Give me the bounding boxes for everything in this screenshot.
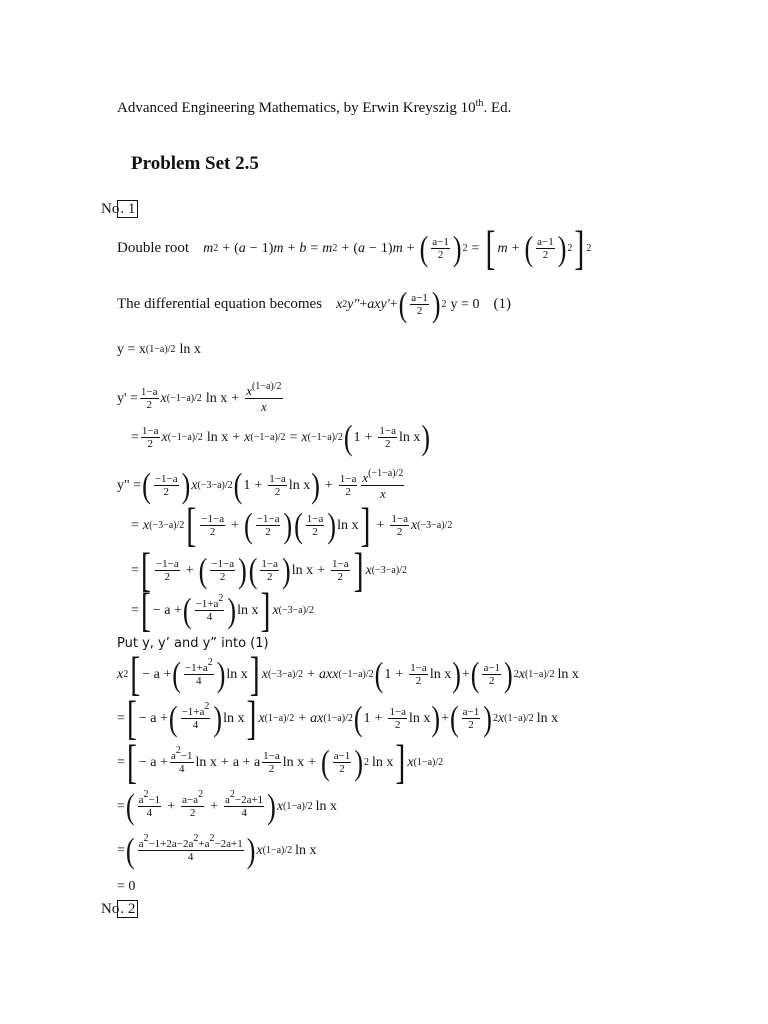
- fraction: $\frac{1-a}{2}$: [140, 386, 158, 411]
- eq-result-zero: = 0: [117, 879, 136, 894]
- fraction: $\frac{1-a}{2}$: [379, 425, 396, 450]
- fraction: $\frac{a^2-1}{4}$: [170, 745, 193, 775]
- problem-number-1: [101, 200, 138, 218]
- fraction: $\frac{-1+a^2}{4}$: [195, 593, 224, 623]
- eq-y-double-prime: y" = ( $\frac{-1-a}{2}$ ) x (−3−a)/2 ( 1 + $\frac{1-a}{2}$ ln x ) + $\frac{1-a}{2}$ $\frac{x^{(-1-a)/2}}{x}$: [117, 465, 404, 505]
- math-op: +: [324, 477, 333, 493]
- math-op: +: [364, 429, 373, 445]
- math-num: 1: [363, 710, 371, 726]
- math-op: +: [341, 240, 350, 256]
- put-into-text: Put y, y’ and y” into (1): [117, 636, 269, 651]
- math-text: ln x: [226, 666, 248, 682]
- math-text: ln x: [237, 602, 259, 618]
- math-text: ln x: [315, 798, 337, 814]
- differential-equation-line: The differential equation becomes x 2 y" + axy' + ( $\frac{a-1}{2}$ ) 2 y = 0 (1): [117, 284, 511, 324]
- math-var: m: [273, 240, 284, 256]
- math-op: =: [131, 562, 139, 578]
- math-op: +: [308, 754, 317, 770]
- math-op: −: [369, 240, 377, 256]
- fraction: $\frac{-1-a}{2}$: [256, 513, 280, 538]
- math-op: +: [287, 240, 296, 256]
- math-op: +: [374, 710, 383, 726]
- eq-substitution-4: = ( $\frac{a^2-1}{4}$ + $\frac{a-a^2}{2}$ + $\frac{a^2-2a+1}{4}$ ) x (1−a)/2 ln x: [117, 786, 337, 826]
- math-text: ln x: [179, 342, 201, 357]
- math-op: =: [131, 429, 139, 445]
- math-text: ln x: [282, 754, 305, 770]
- math-op: =: [117, 842, 125, 858]
- eq-substitution-2: = [ − a + ( $\frac{-1+a^2}{4}$ ) ln x ] x (1−a)/2 + ax (1−a)/2 ( 1 + $\frac{1-a}{2}$ ln x ) + ( $\frac{a-1}{2}$ ) 2 x (1−a)/2 ln x: [117, 691, 559, 745]
- math-op: +: [231, 390, 240, 406]
- math-text: ln x: [288, 477, 311, 493]
- eq-y: y = x (1−a)/2 ln x: [117, 342, 201, 357]
- math-num: 1: [353, 429, 361, 445]
- math-text: − a +: [138, 754, 168, 770]
- math-op: +: [231, 517, 239, 533]
- math-op: =: [117, 710, 125, 726]
- math-text: y' =: [117, 390, 138, 406]
- math-var: axy': [367, 296, 390, 312]
- header-superscript: th: [475, 98, 484, 109]
- math-op: +: [167, 798, 176, 814]
- fraction: $\frac{1-a}{2}$: [269, 473, 286, 498]
- math-var: a: [238, 240, 246, 256]
- math-op: =: [310, 240, 319, 256]
- math-op: =: [471, 240, 480, 256]
- math-op: =: [117, 754, 125, 770]
- math-text: ln x: [429, 666, 452, 682]
- math-op: +: [298, 710, 307, 726]
- math-var: x: [365, 562, 372, 578]
- fraction: $\frac{a-a^2}{2}$: [182, 789, 204, 819]
- fraction: $\frac{1-a}{2}$: [331, 558, 349, 583]
- eq-substitution-5: = ( $\frac{a^2-1+2a-2a^2+a^2-2a+1}{4}$ ) x (1−a)/2 ln x: [117, 830, 317, 870]
- math-var: x: [160, 390, 167, 406]
- math-text: ln x: [536, 710, 559, 726]
- math-text: y = x: [117, 342, 146, 357]
- fraction: $\frac{-1+a^2}{4}$: [184, 657, 213, 687]
- math-var: x: [276, 798, 284, 814]
- problem-number-prefix: No: [101, 201, 120, 217]
- eq-substitution-3: = [ − a + $\frac{a^2-1}{4}$ ln x + a + a $\frac{1-a}{2}$ ln x + ( $\frac{a-1}{2}$ ) 2 ln x ] x (1−a)/2: [117, 735, 444, 789]
- fraction: $\frac{x^{(1-a)/2}}{x}$: [246, 381, 282, 414]
- math-num: 1: [384, 666, 392, 682]
- math-op: =: [131, 517, 139, 533]
- math-op: =: [117, 798, 125, 814]
- fraction: $\frac{-1-a}{2}$: [211, 558, 235, 583]
- math-text: ln x: [399, 429, 421, 445]
- math-op: +: [441, 710, 449, 726]
- problem-number-box: . 1: [117, 200, 138, 218]
- math-op: +: [254, 477, 263, 493]
- problem-number-prefix: No: [101, 901, 120, 917]
- math-var: x: [191, 477, 198, 493]
- eq-substitution-1: x 2 [ − a + ( $\frac{-1+a^2}{4}$ ) ln x ] x (−3−a)/2 + axx (−1−a)/2 ( 1 + $\frac{1-a}{2}$ ln x ) + ( $\frac{a-1}{2}$ ) 2 x (1−a)/2 ln x: [117, 647, 579, 701]
- math-var: x: [407, 754, 414, 770]
- math-op: +: [307, 666, 316, 682]
- math-op: +: [220, 754, 229, 770]
- problem-number-box: . 2: [117, 900, 138, 918]
- eq-y-prime-simplified: = $\frac{1-a}{2}$ x (−1−a)/2 ln x + x (−1−a)/2 = x (−1−a)/2 ( 1 + $\frac{1-a}{2}$ ln x ): [131, 417, 431, 457]
- math-text: ln x: [371, 754, 394, 770]
- math-var: x: [142, 517, 150, 533]
- fraction: $\frac{1-a}{2}$: [261, 558, 279, 583]
- header-text: Advanced Engineering Mathematics, by Erwin Kreyszig 10: [117, 100, 476, 116]
- math-op: +: [359, 296, 368, 312]
- double-root-line: Double root m 2 + ( a − 1 ) m + b = m 2 + ( a − 1 ) m + ( $\frac{a-1}{2}$ ) 2 = [ m + ( $\frac{a-1}{2}$ ) 2 ] 2: [117, 221, 592, 275]
- fraction: $\frac{-1-a}{2}$: [201, 513, 225, 538]
- math-op: +: [395, 666, 404, 682]
- math-var: x: [117, 666, 124, 682]
- fraction: $\frac{a^2-1+2a-2a^2+a^2-2a+1}{4}$: [138, 833, 243, 863]
- math-var: ax: [310, 710, 324, 726]
- eq-y-double-prime-step3: = [ $\frac{-1-a}{2}$ + ( $\frac{-1-a}{2}$ ) ( $\frac{1-a}{2}$ ) ln x + $\frac{1-a}{2}$ ] x (−3−a)/2: [131, 543, 407, 597]
- math-var: x: [244, 429, 251, 445]
- math-op: +: [222, 240, 231, 256]
- fraction: $\frac{a-1}{2}$: [483, 662, 501, 687]
- math-var: x: [258, 710, 265, 726]
- math-var: x: [272, 602, 279, 618]
- fraction: $\frac{a-1}{2}$: [462, 706, 480, 731]
- math-text: ln x: [223, 710, 245, 726]
- math-var: m: [203, 240, 214, 256]
- fraction: $\frac{-1+a^2}{4}$: [181, 701, 210, 731]
- math-num: 1: [243, 477, 251, 493]
- math-num: 1: [261, 240, 269, 256]
- problem-number-2: [101, 900, 138, 918]
- fraction: $\frac{a-1}{2}$: [537, 236, 554, 261]
- fraction: $\frac{1-a}{2}$: [391, 513, 408, 538]
- math-text: − a +: [142, 666, 172, 682]
- math-text: ln x: [205, 390, 228, 406]
- math-op: +: [376, 517, 385, 533]
- math-var: x: [518, 666, 525, 682]
- math-text: − a +: [138, 710, 168, 726]
- math-var: x: [410, 517, 418, 533]
- fraction: $\frac{-1-a}{2}$: [154, 473, 178, 498]
- fraction: $\frac{a-1}{2}$: [432, 236, 449, 261]
- math-var: x: [497, 710, 505, 726]
- math-var: m: [322, 240, 333, 256]
- math-var: x: [336, 296, 343, 312]
- math-var: axx: [319, 666, 339, 682]
- fraction: $\frac{1-a}{2}$: [141, 425, 159, 450]
- fraction: $\frac{1-a}{2}$: [306, 513, 324, 538]
- math-op: +: [511, 240, 520, 256]
- math-op: +: [317, 562, 325, 578]
- math-op: +: [185, 562, 194, 578]
- eq-y-double-prime-final: = [ − a + ( $\frac{-1+a^2}{4}$ ) ln x ] x (−3−a)/2: [131, 583, 314, 637]
- problem-set-title: Problem Set 2.5: [131, 153, 259, 174]
- fraction: $\frac{1-a}{2}$: [263, 750, 280, 775]
- math-var: x: [301, 429, 308, 445]
- math-var: x: [256, 842, 263, 858]
- math-op: =: [131, 602, 139, 618]
- math-op: +: [406, 240, 415, 256]
- math-op: +: [210, 798, 218, 814]
- math-text: ln x: [337, 517, 359, 533]
- math-text: y = 0: [450, 296, 480, 312]
- fraction: $\frac{1-a}{2}$: [389, 706, 407, 731]
- double-root-label: Double root: [117, 240, 190, 256]
- fraction: $\frac{-1-a}{2}$: [155, 558, 179, 583]
- fraction: $\frac{a^2-1}{4}$: [138, 789, 161, 819]
- math-var: y": [347, 296, 360, 312]
- math-var: x: [261, 666, 268, 682]
- math-var: x: [161, 429, 168, 445]
- math-text: − a +: [152, 602, 182, 618]
- eq-y-double-prime-step2: = x (−3−a)/2 [ $\frac{-1-a}{2}$ + ( $\frac{-1-a}{2}$ ) ( $\frac{1-a}{2}$ ) ln x ] + $\frac{1-a}{2}$ x (−3−a)/2: [131, 498, 453, 552]
- math-var: m: [392, 240, 403, 256]
- header-tail: . Ed.: [483, 100, 512, 116]
- math-op: +: [232, 429, 241, 445]
- math-text: ln x: [409, 710, 431, 726]
- math-text: ln x: [295, 842, 317, 858]
- equation-tag: (1): [493, 296, 511, 312]
- math-text: a + a: [232, 754, 261, 770]
- math-text: y" =: [117, 477, 142, 493]
- fraction: $\frac{a-1}{2}$: [333, 750, 351, 775]
- math-op: +: [461, 666, 470, 682]
- math-op: =: [289, 429, 298, 445]
- fraction: $\frac{1-a}{2}$: [410, 662, 427, 687]
- math-var: b: [299, 240, 307, 256]
- math-text: ln x: [206, 429, 229, 445]
- fraction: $\frac{1-a}{2}$: [339, 473, 357, 498]
- math-var: m: [497, 240, 508, 256]
- math-text: ln x: [291, 562, 314, 578]
- math-op: −: [249, 240, 258, 256]
- math-text: ln x: [557, 666, 579, 682]
- math-op: +: [389, 296, 398, 312]
- math-num: 1: [380, 240, 388, 256]
- diffeq-label: The differential equation becomes: [117, 296, 323, 312]
- eq-y-prime: y' = $\frac{1-a}{2}$ x (−1−a)/2 ln x + $\frac{x^{(1-a)/2}}{x}$: [117, 381, 282, 414]
- math-var: a: [358, 240, 365, 256]
- fraction: $\frac{a-1}{2}$: [411, 292, 428, 317]
- fraction: $\frac{a^2-2a+1}{4}$: [224, 789, 264, 819]
- math-text: ln x: [195, 754, 217, 770]
- book-reference-header: [117, 100, 511, 117]
- fraction: $\frac{x^{(-1-a)/2}}{x}$: [362, 468, 404, 501]
